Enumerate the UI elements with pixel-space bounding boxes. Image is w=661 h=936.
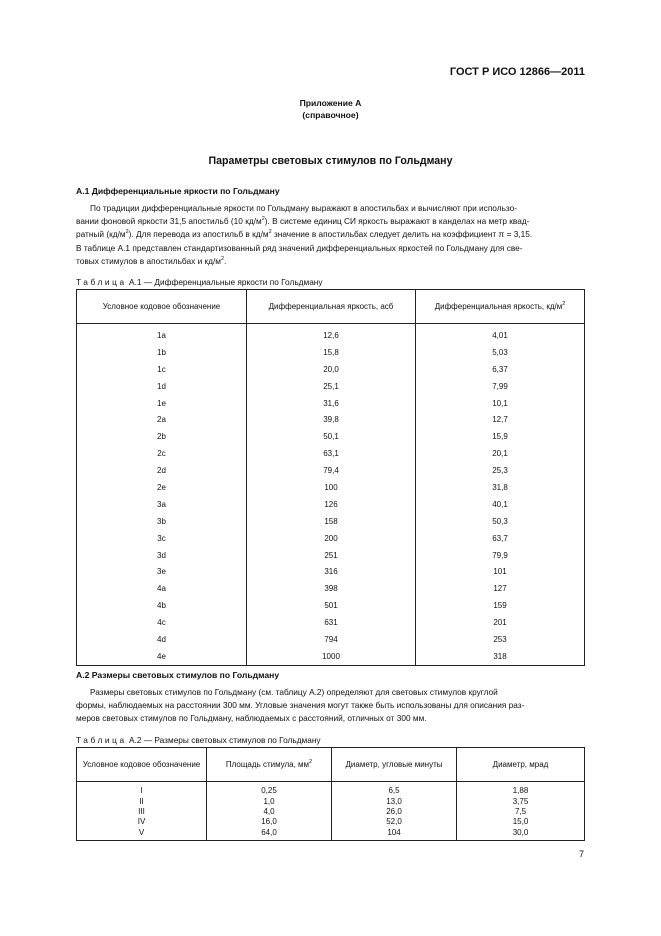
caption-label: Таблица bbox=[76, 735, 127, 745]
text: . bbox=[224, 255, 227, 266]
table1-caption bbox=[76, 277, 323, 287]
table-cell: 158 bbox=[247, 513, 416, 530]
table-cell: 2b bbox=[77, 428, 247, 445]
table-row bbox=[77, 428, 585, 445]
table-cell: 13,0 bbox=[332, 796, 457, 806]
section-a2-heading: А.2 Размеры световых стимулов по Гольдману bbox=[76, 670, 280, 680]
table-cell: 1b bbox=[77, 344, 247, 361]
table-header-row bbox=[77, 290, 585, 324]
caption-text: А.1 — Дифференциальные яркости по Гольдману bbox=[129, 277, 323, 287]
table-cell: 1a bbox=[77, 324, 247, 344]
table-row bbox=[77, 563, 585, 580]
table-cell: 25,1 bbox=[247, 378, 416, 395]
table-row bbox=[77, 631, 585, 648]
table-a2 bbox=[76, 747, 585, 841]
table-row bbox=[77, 324, 585, 344]
table-cell: 30,0 bbox=[457, 828, 585, 841]
table-row bbox=[77, 462, 585, 479]
table-cell: 2c bbox=[77, 445, 247, 462]
line bbox=[76, 228, 584, 241]
text: формы, наблюдаемых на расстоянии 300 мм. Угловые значения могут также быть использованы для описания раз- bbox=[76, 700, 525, 711]
column-header: Диаметр, угловые минуты bbox=[332, 748, 457, 782]
table-row bbox=[77, 479, 585, 496]
text: В таблице А.1 представлен стандартизованный ряд значений дифференциальных яркостей по Гольдману для све- bbox=[76, 242, 523, 253]
table-cell: 50,1 bbox=[247, 428, 416, 445]
table-row bbox=[77, 796, 585, 806]
line bbox=[76, 686, 584, 699]
table-row bbox=[77, 445, 585, 462]
table-cell: 3a bbox=[77, 496, 247, 513]
table-cell: 200 bbox=[247, 530, 416, 547]
table-cell: 79,9 bbox=[416, 547, 585, 564]
line bbox=[76, 202, 584, 215]
table-cell: 6,37 bbox=[416, 361, 585, 378]
table-cell: 50,3 bbox=[416, 513, 585, 530]
table-row bbox=[77, 378, 585, 395]
table-cell: 100 bbox=[247, 479, 416, 496]
text: ). Для перевода из апостильб в кд/м bbox=[128, 229, 269, 240]
table-row bbox=[77, 530, 585, 547]
table-cell: 501 bbox=[247, 597, 416, 614]
line bbox=[76, 242, 584, 255]
table-row bbox=[77, 344, 585, 361]
table-row bbox=[77, 807, 585, 817]
table-row bbox=[77, 395, 585, 412]
text: Размеры световых стимулов по Гольдману (см. таблицу А.2) определяют для световых стимулов круглой bbox=[90, 687, 498, 697]
line bbox=[76, 699, 584, 712]
table-cell: 251 bbox=[247, 547, 416, 564]
main-title: Параметры световых стимулов по Гольдману bbox=[208, 155, 453, 167]
column-header: Дифференциальная яркость, асб bbox=[247, 290, 416, 324]
column-header: Условное кодовое обозначение bbox=[77, 748, 207, 782]
section-a1-heading: А.1 Дифференциальные яркости по Гольдману bbox=[76, 186, 280, 196]
caption-text: А.2 — Размеры световых стимулов по Гольдману bbox=[129, 735, 321, 745]
line bbox=[76, 215, 584, 228]
table-cell: 318 bbox=[416, 648, 585, 665]
text: значение в апостильбах следует делить на коэффициент π = 3,15. bbox=[271, 229, 533, 240]
section-a1-paragraph bbox=[76, 202, 584, 268]
column-header: Диаметр, мрад bbox=[457, 748, 585, 782]
table-cell: 20,1 bbox=[416, 445, 585, 462]
table-cell: 4b bbox=[77, 597, 247, 614]
table-cell: 40,1 bbox=[416, 496, 585, 513]
table-cell: 31,6 bbox=[247, 395, 416, 412]
line bbox=[76, 712, 584, 725]
table-a2-body bbox=[77, 782, 585, 841]
table-cell: 201 bbox=[416, 614, 585, 631]
table-cell: 15,9 bbox=[416, 428, 585, 445]
superscript: 2 bbox=[221, 255, 225, 262]
column-header: Условное кодовое обозначение bbox=[77, 290, 247, 324]
table-cell: 4,0 bbox=[207, 807, 332, 817]
table-cell: 6,5 bbox=[332, 782, 457, 797]
text: товых стимулов в апостильбах и кд/м bbox=[76, 255, 221, 266]
table-a1-body bbox=[77, 324, 585, 666]
table-cell: 10,1 bbox=[416, 395, 585, 412]
table-row bbox=[77, 580, 585, 597]
page-number: 7 bbox=[578, 849, 584, 859]
table-header-row bbox=[77, 748, 585, 782]
text: По традиции дифференциальные яркости по Гольдману выражают в апостильбах и вычисляют при использо- bbox=[90, 203, 517, 213]
table-cell: 126 bbox=[247, 496, 416, 513]
table-cell: 1e bbox=[77, 395, 247, 412]
table-row bbox=[77, 817, 585, 827]
table-row bbox=[77, 496, 585, 513]
table-cell: 26,0 bbox=[332, 807, 457, 817]
table-cell: 2e bbox=[77, 479, 247, 496]
superscript: 2 bbox=[268, 229, 272, 236]
header-text: Дифференциальная яркость, кд/м bbox=[434, 302, 563, 311]
table-row bbox=[77, 782, 585, 797]
text: ). В системе единиц СИ яркость выражают в канделах на метр квад- bbox=[264, 216, 530, 227]
table-cell: 7,99 bbox=[416, 378, 585, 395]
table-cell: II bbox=[77, 796, 207, 806]
table2-caption bbox=[76, 735, 321, 745]
text: ратный (кд/м bbox=[76, 229, 126, 240]
table-row bbox=[77, 411, 585, 428]
table-cell: 2d bbox=[77, 462, 247, 479]
table-cell: 64,0 bbox=[207, 828, 332, 841]
table-cell: 104 bbox=[332, 828, 457, 841]
table-cell: 398 bbox=[247, 580, 416, 597]
table-cell: 3b bbox=[77, 513, 247, 530]
table-cell: 12,7 bbox=[416, 411, 585, 428]
table-cell: 25,3 bbox=[416, 462, 585, 479]
table-cell: 1c bbox=[77, 361, 247, 378]
table-cell: V bbox=[77, 828, 207, 841]
table-cell: 12,6 bbox=[247, 324, 416, 344]
table-cell: 3,75 bbox=[457, 796, 585, 806]
table-cell: 127 bbox=[416, 580, 585, 597]
table-cell: 79,4 bbox=[247, 462, 416, 479]
table-row bbox=[77, 614, 585, 631]
table-row bbox=[77, 597, 585, 614]
table-cell: 52,0 bbox=[332, 817, 457, 827]
caption-label: Таблица bbox=[76, 277, 127, 287]
table-cell: I bbox=[77, 782, 207, 797]
table-cell: 4a bbox=[77, 580, 247, 597]
table-cell: 0,25 bbox=[207, 782, 332, 797]
table-cell: 2a bbox=[77, 411, 247, 428]
table-cell: 1,88 bbox=[457, 782, 585, 797]
table-row bbox=[77, 547, 585, 564]
table-cell: 631 bbox=[247, 614, 416, 631]
table-row bbox=[77, 361, 585, 378]
table-cell: 63,1 bbox=[247, 445, 416, 462]
table-cell: 3c bbox=[77, 530, 247, 547]
header-text: Площадь стимула, мм bbox=[225, 760, 310, 769]
table-cell: 1d bbox=[77, 378, 247, 395]
table-cell: 31,8 bbox=[416, 479, 585, 496]
text: вании фоновой яркости 31,5 апостильб (10 кд/м bbox=[76, 216, 262, 227]
table-cell: 4e bbox=[77, 648, 247, 665]
text: меров световых стимулов по Гольдману, наблюдаемых с расстояний, отличных от 300 мм. bbox=[76, 713, 427, 724]
section-a2-paragraph bbox=[76, 686, 584, 726]
table-cell: 1,0 bbox=[207, 796, 332, 806]
table-cell: 63,7 bbox=[416, 530, 585, 547]
column-header bbox=[207, 748, 332, 782]
table-cell: 4c bbox=[77, 614, 247, 631]
table-cell: III bbox=[77, 807, 207, 817]
appendix-title: Приложение А bbox=[299, 98, 362, 108]
table-cell: IV bbox=[77, 817, 207, 827]
table-cell: 39,8 bbox=[247, 411, 416, 428]
superscript: 2 bbox=[309, 759, 313, 765]
table-row bbox=[77, 648, 585, 665]
line bbox=[76, 255, 584, 268]
table-cell: 316 bbox=[247, 563, 416, 580]
table-row bbox=[77, 513, 585, 530]
table-cell: 4,01 bbox=[416, 324, 585, 344]
table-cell: 15,0 bbox=[457, 817, 585, 827]
table-cell: 159 bbox=[416, 597, 585, 614]
table-cell: 5,03 bbox=[416, 344, 585, 361]
table-cell: 794 bbox=[247, 631, 416, 648]
table-cell: 4d bbox=[77, 631, 247, 648]
superscript: 2 bbox=[261, 216, 265, 223]
superscript: 2 bbox=[125, 229, 129, 236]
table-cell: 1000 bbox=[247, 648, 416, 665]
column-header bbox=[416, 290, 585, 324]
table-cell: 3e bbox=[77, 563, 247, 580]
table-a1 bbox=[76, 289, 585, 666]
table-cell: 101 bbox=[416, 563, 585, 580]
table-cell: 3d bbox=[77, 547, 247, 564]
standard-number: ГОСТ Р ИСО 12866—2011 bbox=[449, 66, 585, 78]
table-cell: 253 bbox=[416, 631, 585, 648]
table-cell: 16,0 bbox=[207, 817, 332, 827]
table-cell: 15,8 bbox=[247, 344, 416, 361]
table-row bbox=[77, 828, 585, 841]
table-cell: 7,5 bbox=[457, 807, 585, 817]
superscript: 2 bbox=[562, 301, 566, 307]
table-cell: 20,0 bbox=[247, 361, 416, 378]
appendix-note: (справочное) bbox=[302, 110, 359, 120]
